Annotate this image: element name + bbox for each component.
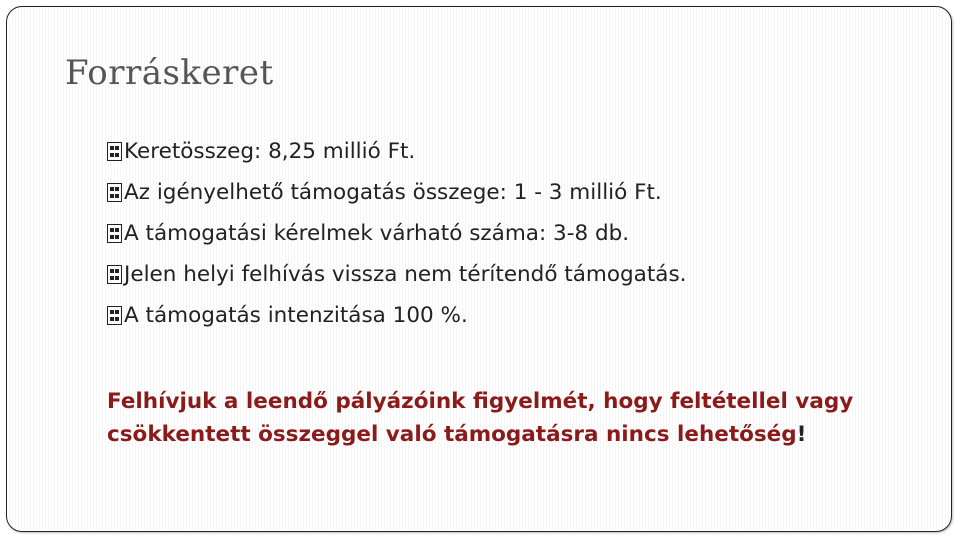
bullet-text: Az igényelhető támogatás összege: 1 - 3 millió Ft. [124,180,662,205]
missing-glyph-box-icon [107,306,122,325]
missing-glyph-box-icon [107,224,122,243]
missing-glyph-box-icon [107,265,122,284]
slide-frame [6,6,952,532]
slide-title: Forráskeret [65,53,274,93]
bullet-text: Jelen helyi felhívás vissza nem térítendő támogatás. [124,262,687,287]
bullet-list [107,131,686,336]
list-item [107,295,686,336]
notice-exclamation: ! [796,422,807,447]
list-item [107,254,686,295]
bullet-text: Keretösszeg: 8,25 millió Ft. [124,139,416,164]
missing-glyph-box-icon [107,142,122,161]
notice-text: Felhívjuk a leendő pályázóink figyelmét, hogy feltétellel vagy csökkentett összeggel való támogatásra nincs lehetőség [107,389,854,447]
notice-paragraph [107,385,907,451]
list-item [107,172,686,213]
bullet-text: A támogatási kérelmek várható száma: 3-8 db. [124,221,630,246]
list-item [107,213,686,254]
bullet-text: A támogatás intenzitása 100 %. [124,303,468,328]
list-item [107,131,686,172]
missing-glyph-box-icon [107,183,122,202]
